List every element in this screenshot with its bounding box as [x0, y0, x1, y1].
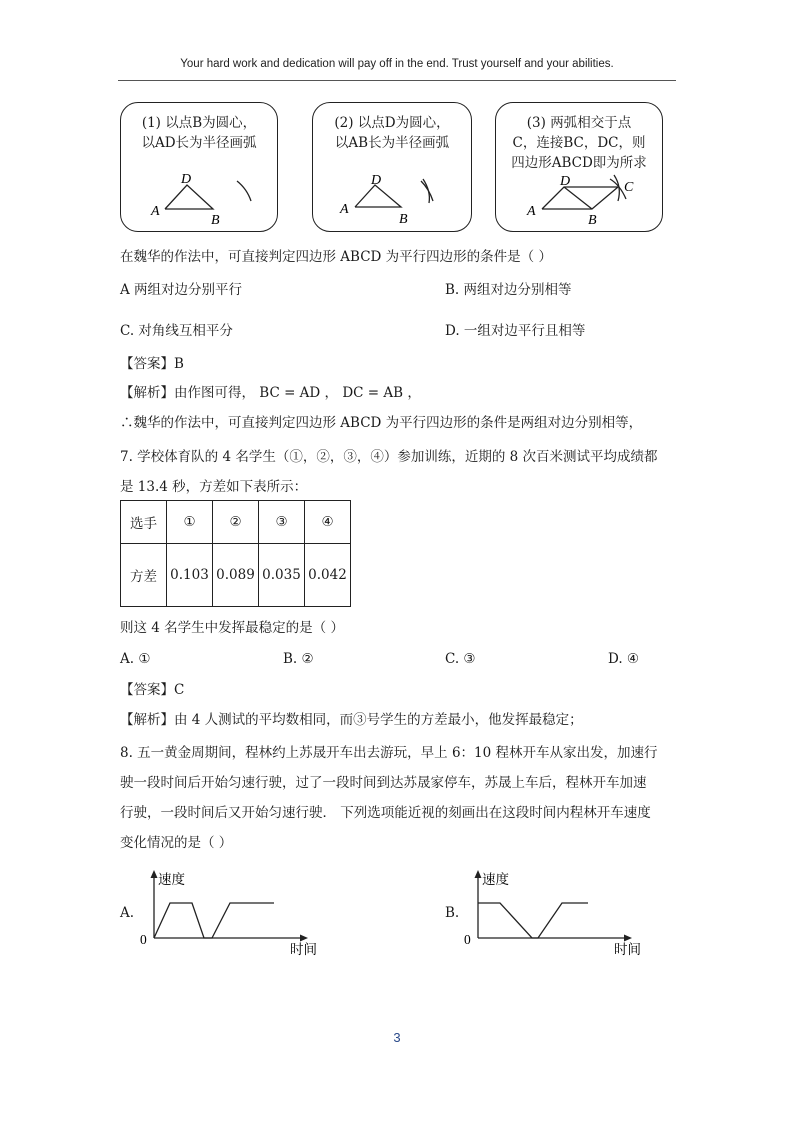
table-cell: ② — [213, 501, 259, 544]
table-cell: ③ — [259, 501, 305, 544]
variance-table — [120, 500, 351, 607]
speed-curve — [478, 903, 588, 938]
step-2-figure — [313, 103, 473, 233]
q7-option-b[interactable]: B. ② — [283, 651, 314, 667]
parallelogram-abcd — [542, 187, 618, 209]
label-a: A — [151, 204, 160, 219]
label-b: B — [211, 213, 220, 228]
table-cell: 0.089 — [213, 544, 259, 607]
step-box-2 — [312, 102, 472, 232]
arc-from-d — [423, 179, 429, 203]
page-number: 3 — [393, 1030, 401, 1045]
table-cell: 选手 — [121, 501, 167, 544]
origin-label: 0 — [464, 932, 471, 947]
label-a: A — [340, 202, 349, 217]
step-2-line-2: 以AB长为半径画弧 — [334, 135, 450, 151]
speed-curve — [154, 903, 274, 938]
header-divider — [118, 80, 676, 81]
label-d: D — [181, 172, 192, 187]
q7-analysis: 【解析】由 4 人测试的平均数相同，而③号学生的方差最小，他发挥最稳定； — [120, 712, 583, 728]
step-box-3 — [495, 102, 663, 232]
arc-from-b — [237, 181, 251, 201]
step-1-figure — [121, 103, 279, 233]
label-b: B — [399, 212, 408, 227]
triangle-dab — [165, 185, 213, 209]
step-3-figure — [496, 103, 664, 233]
table-cell: ④ — [305, 501, 351, 544]
q7-stem-1: 7. 学校体育队的 4 名学生（①，②，③，④）参加训练，近期的 8 次百米测试平均成绩都 — [120, 449, 658, 465]
q8-stem-4: 变化情况的是（ ） — [120, 835, 233, 851]
diagonal-db — [564, 187, 592, 209]
y-axis-label: 速度 — [158, 872, 185, 887]
step-3-line-2: C，连接BC，DC，则 — [512, 135, 646, 151]
q6-option-b[interactable]: B. 两组对边分别相等 — [445, 282, 572, 298]
header-motto: Your hard work and dedication will pay off in the end. Trust yourself and your abilities. — [180, 58, 614, 70]
q6-option-a[interactable]: A 两组对边分别平行 — [120, 282, 243, 298]
table-cell: 0.103 — [167, 544, 213, 607]
y-axis-arrow — [151, 870, 158, 878]
table-cell: 方差 — [121, 544, 167, 607]
q7-option-c[interactable]: C. ③ — [445, 651, 476, 667]
y-axis-label: 速度 — [482, 872, 509, 887]
table-header-row — [121, 501, 351, 544]
step-1-line-2: 以AD长为半径画弧 — [141, 135, 257, 151]
q8-stem-1: 8. 五一黄金周期间，程林约上苏晟开车出去游玩，早上 6：10 程林开车从家出发，加速行 — [120, 745, 658, 761]
q8-stem-3: 行驶，一段时间后又开始匀速行驶． 下列选项能近视的刻画出在这段时间内程林开车速度 — [120, 805, 651, 821]
q8-option-a[interactable]: A. — [120, 905, 135, 921]
q7-option-d[interactable]: D. ④ — [608, 651, 640, 667]
x-axis-label: 时间 — [290, 942, 317, 957]
q8-option-b[interactable]: B. — [445, 905, 460, 921]
label-a: A — [527, 204, 536, 219]
step-2-line-1: (2) 以点D为圆心， — [334, 115, 450, 131]
speed-time-graph-a — [136, 866, 336, 966]
step-3-line-1: (3) 两弧相交于点 — [526, 115, 632, 131]
table-cell: 0.042 — [305, 544, 351, 607]
table-row — [121, 544, 351, 607]
label-c: C — [624, 180, 634, 195]
origin-label: 0 — [140, 932, 147, 947]
step-1-line-1: (1) 以点B为圆心， — [141, 115, 257, 131]
q6-answer: 【答案】B — [120, 356, 184, 372]
triangle-dab — [355, 185, 401, 207]
q7-question: 则这 4 名学生中发挥最稳定的是（ ） — [120, 620, 344, 636]
x-axis-label: 时间 — [614, 942, 641, 957]
q6-stem: 在魏华的作法中，可直接判定四边形 ABCD 为平行四边形的条件是（ ） — [120, 249, 552, 265]
x-axis-arrow — [624, 935, 632, 942]
y-axis-arrow — [475, 870, 482, 878]
speed-time-graph-b — [460, 866, 660, 966]
q7-answer: 【答案】C — [120, 682, 185, 698]
q6-option-d[interactable]: D. 一组对边平行且相等 — [445, 323, 586, 339]
arc-from-b — [421, 181, 433, 201]
table-cell: 0.035 — [259, 544, 305, 607]
q8-stem-2: 驶一段时间后开始匀速行驶，过了一段时间到达苏晟家停车，苏晟上车后，程林开车加速 — [120, 775, 647, 791]
q6-analysis-1: 【解析】由作图可得， BC = AD ， DC = AB ， — [120, 385, 421, 401]
q6-analysis-2: ∴魏华的作法中，可直接判定四边形 ABCD 为平行四边形的条件是两组对边分别相等， — [120, 415, 643, 431]
q7-option-a[interactable]: A. ① — [120, 651, 151, 667]
q6-option-c[interactable]: C. 对角线互相平分 — [120, 323, 233, 339]
label-d: D — [560, 174, 571, 189]
q7-stem-2: 是 13.4 秒，方差如下表所示： — [120, 479, 308, 495]
x-axis-arrow — [300, 935, 308, 942]
label-b: B — [588, 213, 597, 228]
label-d: D — [371, 173, 382, 188]
table-cell: ① — [167, 501, 213, 544]
step-box-1 — [120, 102, 278, 232]
step-3-line-3: 四边形ABCD即为所求 — [511, 155, 647, 171]
